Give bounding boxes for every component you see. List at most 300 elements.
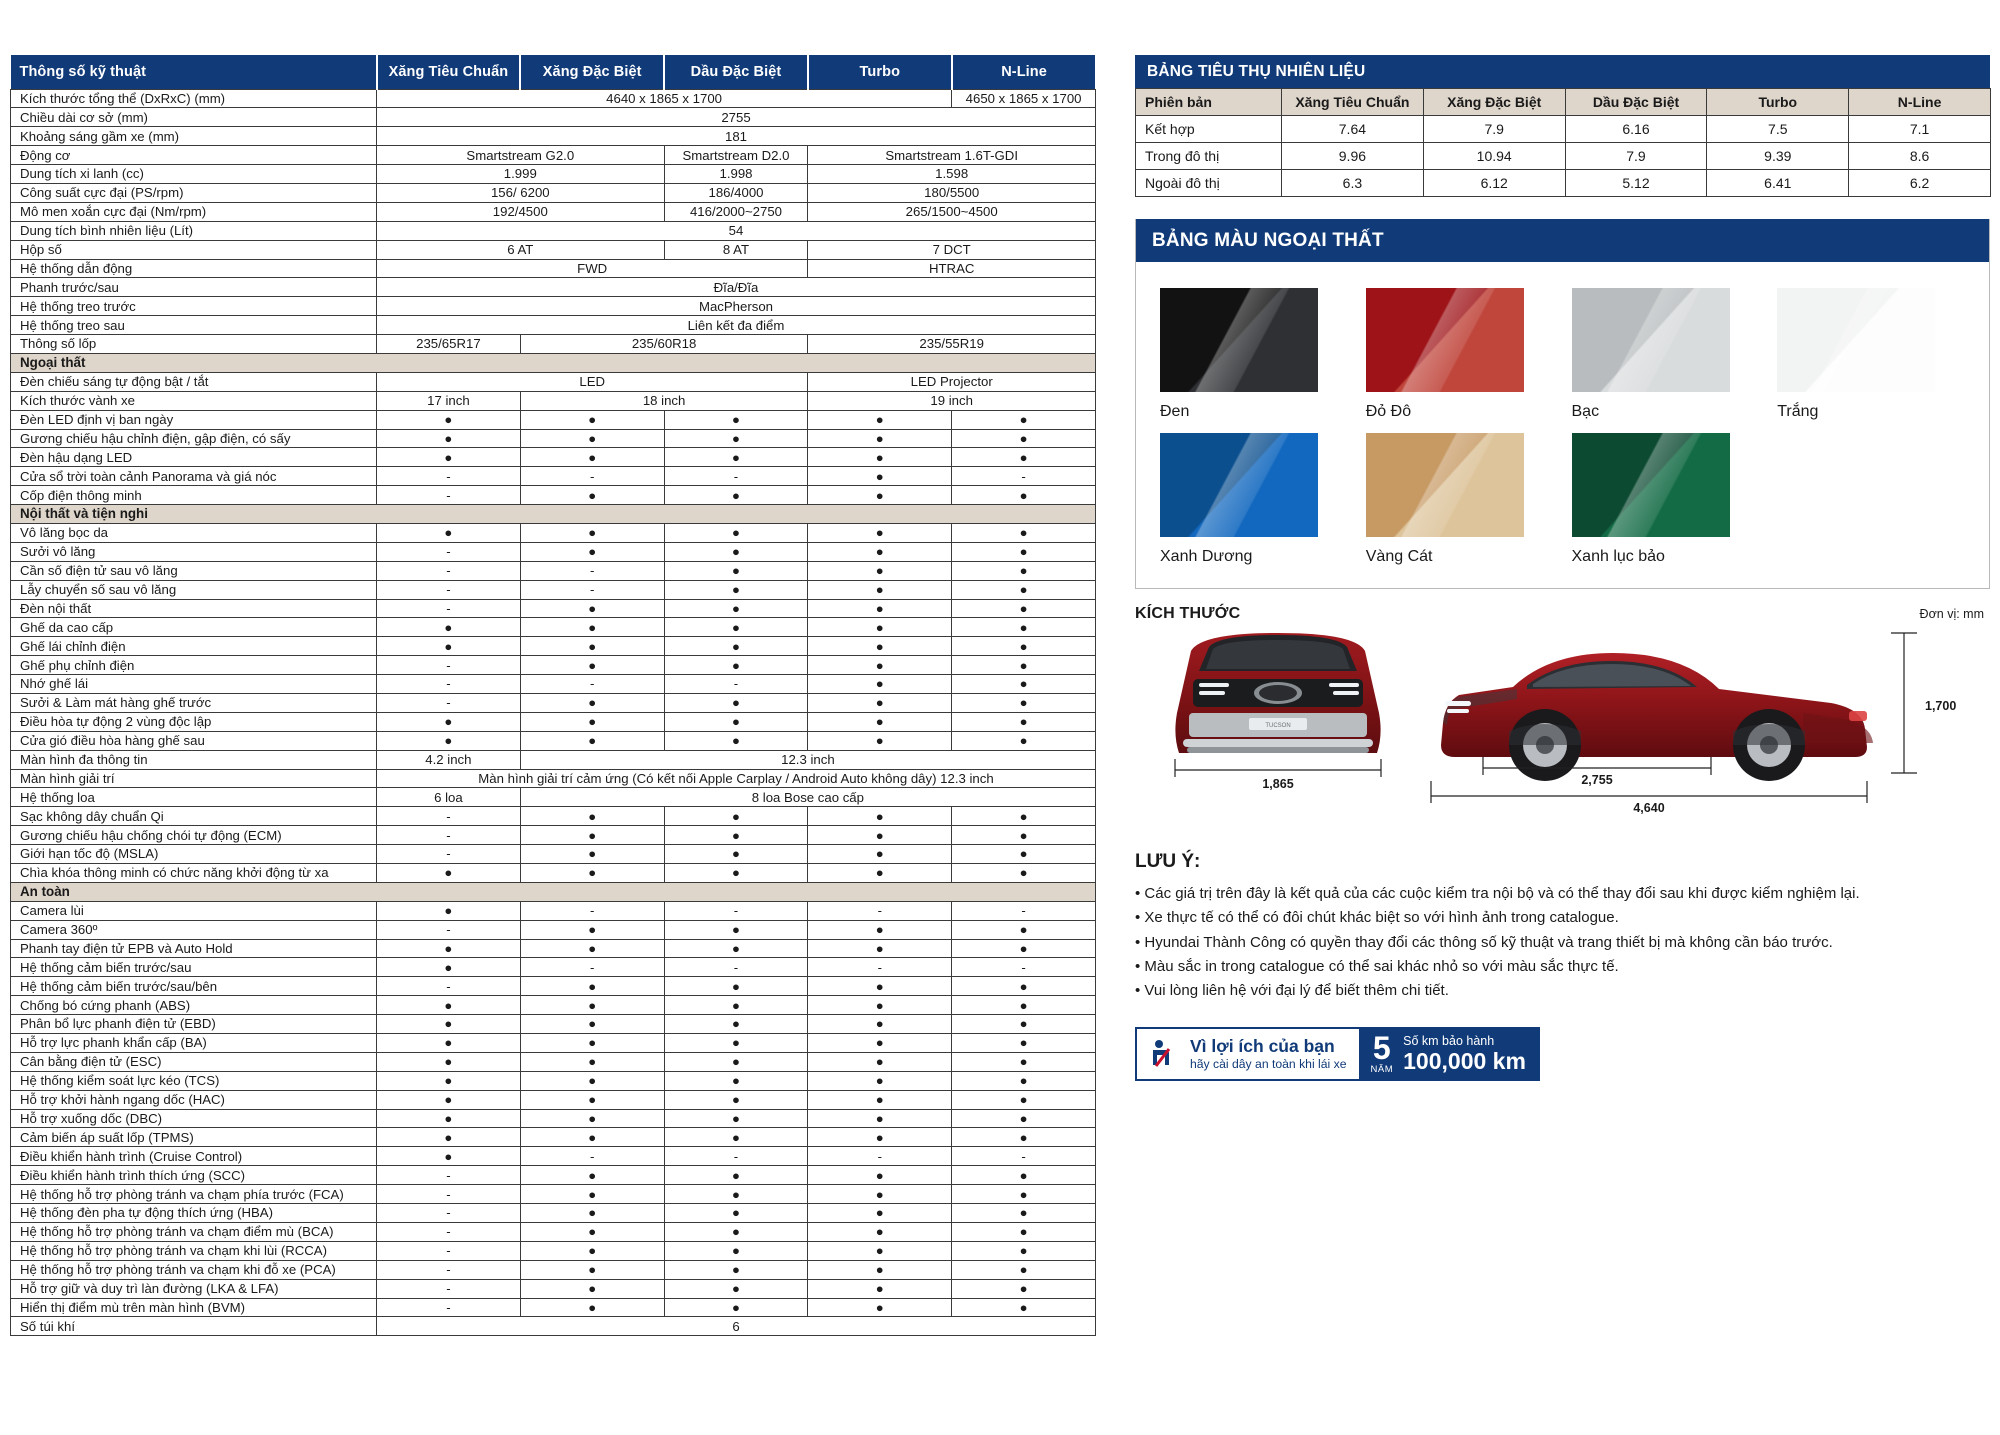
spec-cell: ● — [664, 429, 808, 448]
spec-cell: ● — [664, 599, 808, 618]
spec-row — [11, 278, 1096, 297]
spec-cell: 54 — [377, 221, 1096, 240]
spec-cell: ● — [664, 1298, 808, 1317]
spec-row-label: Cảm biến áp suất lốp (TPMS) — [11, 1128, 377, 1147]
dimension-width-value: 1,865 — [1262, 777, 1294, 791]
color-swatch-label: Đen — [1160, 403, 1190, 420]
spec-cell: ● — [377, 1090, 521, 1109]
spec-row-label: Giới hạn tốc độ (MSLA) — [11, 845, 377, 864]
spec-cell: - — [664, 958, 808, 977]
spec-cell: 235/55R19 — [808, 335, 1096, 354]
spec-row — [11, 901, 1096, 920]
spec-cell: ● — [520, 920, 664, 939]
fuel-row — [1136, 143, 1991, 170]
spec-cell: ● — [952, 1204, 1096, 1223]
spec-cell: ● — [664, 523, 808, 542]
fuel-header-row — [1136, 89, 1991, 116]
spec-cell: - — [377, 1279, 521, 1298]
spec-cell: ● — [520, 1034, 664, 1053]
spec-row-label: Gương chiếu hậu chống chói tự động (ECM) — [11, 826, 377, 845]
spec-row — [11, 183, 1096, 202]
spec-row — [11, 448, 1096, 467]
spec-cell: ● — [520, 1109, 664, 1128]
spec-cell: - — [377, 599, 521, 618]
spec-cell: - — [377, 1204, 521, 1223]
spec-cell: 4650 x 1865 x 1700 — [952, 89, 1096, 108]
color-swatch-cell[interactable] — [1366, 433, 1554, 570]
spec-row-label: Hỗ trợ xuống dốc (DBC) — [11, 1109, 377, 1128]
fuel-header-turbo: Turbo — [1707, 89, 1849, 116]
spec-row — [11, 259, 1096, 278]
fuel-cell: 6.3 — [1282, 170, 1424, 197]
warranty-years-unit: NĂM — [1370, 1063, 1394, 1075]
fuel-cell: 7.9 — [1565, 143, 1707, 170]
color-swatch — [1160, 433, 1318, 537]
fuel-cell: 7.1 — [1849, 116, 1991, 143]
spec-cell: Đĩa/Đĩa — [377, 278, 1096, 297]
spec-cell: 265/1500~4500 — [808, 202, 1096, 221]
spec-cell: - — [520, 467, 664, 486]
spec-row-label: Gương chiếu hậu chỉnh điện, gập điện, có sấy — [11, 429, 377, 448]
spec-cell: ● — [664, 807, 808, 826]
spec-cell: ● — [808, 618, 952, 637]
note-item: • Hyundai Thành Công có quyền thay đổi các thông số kỹ thuật và trang thiết bị mà không cần báo trước. — [1135, 933, 1833, 951]
spec-cell: ● — [952, 486, 1096, 505]
spec-cell: 2755 — [377, 108, 1096, 127]
fuel-cell: 6.2 — [1849, 170, 1991, 197]
spec-cell: - — [377, 1185, 521, 1204]
spec-row-label: Cân bằng điện tử (ESC) — [11, 1052, 377, 1071]
spec-row — [11, 826, 1096, 845]
fuel-row — [1136, 116, 1991, 143]
spec-cell: ● — [377, 731, 521, 750]
spec-cell: ● — [808, 731, 952, 750]
color-swatch-grid — [1136, 262, 1989, 588]
dimension-length-value: 4,640 — [1633, 801, 1665, 815]
spec-row — [11, 1204, 1096, 1223]
spec-cell: ● — [952, 731, 1096, 750]
spec-cell: ● — [377, 864, 521, 883]
spec-row-label: Động cơ — [11, 146, 377, 165]
spec-cell: ● — [808, 448, 952, 467]
spec-cell: ● — [377, 1034, 521, 1053]
spec-row-label: Hệ thống hỗ trợ phòng tránh va chạm phía trước (FCA) — [11, 1185, 377, 1204]
spec-cell: ● — [808, 467, 952, 486]
spec-cell: 6 AT — [377, 240, 665, 259]
spec-cell: ● — [377, 1147, 521, 1166]
spec-cell: ● — [520, 637, 664, 656]
spec-cell: - — [952, 901, 1096, 920]
spec-cell: ● — [520, 599, 664, 618]
spec-row-label: Mô men xoắn cực đại (Nm/rpm) — [11, 202, 377, 221]
spec-cell: - — [520, 901, 664, 920]
spec-cell: 1.598 — [808, 165, 1096, 184]
spec-cell: ● — [520, 1298, 664, 1317]
spec-row-label: Hệ thống cảm biến trước/sau — [11, 958, 377, 977]
exterior-color-panel — [1135, 219, 1990, 589]
spec-cell: LED Projector — [808, 372, 1096, 391]
spec-row — [11, 146, 1096, 165]
spec-row-label: Chiều dài cơ sở (mm) — [11, 108, 377, 127]
spec-cell: ● — [808, 1279, 952, 1298]
spec-cell: ● — [952, 1090, 1096, 1109]
spec-row-label: Hộp số — [11, 240, 377, 259]
spec-header-dau-dac-biet: Dầu Đặc Biệt — [664, 55, 808, 89]
right-column — [1135, 55, 1990, 1081]
specification-table — [10, 55, 1096, 1336]
spec-cell: ● — [520, 864, 664, 883]
spec-cell: ● — [520, 712, 664, 731]
spec-cell: ● — [520, 410, 664, 429]
spec-cell: - — [377, 675, 521, 694]
spec-cell: ● — [952, 807, 1096, 826]
color-swatch-cell[interactable] — [1572, 288, 1760, 425]
spec-cell: Smartstream G2.0 — [377, 146, 665, 165]
spec-cell: ● — [664, 1185, 808, 1204]
note-item: • Vui lòng liên hệ với đại lý để biết thêm chi tiết. — [1135, 982, 1449, 1000]
fuel-header-dau-dac-biet: Dầu Đặc Biệt — [1565, 89, 1707, 116]
spec-row — [11, 712, 1096, 731]
spec-cell: ● — [377, 939, 521, 958]
spec-row-label: Phân bổ lực phanh điện tử (EBD) — [11, 1015, 377, 1034]
height-measure-line — [1887, 627, 1927, 787]
exterior-color-title: BẢNG MÀU NGOẠI THẤT — [1136, 219, 1989, 262]
spec-cell: 8 loa Bose cao cấp — [520, 788, 1095, 807]
warranty-badge — [1361, 1027, 1540, 1080]
spec-cell: ● — [520, 807, 664, 826]
spec-row — [11, 977, 1096, 996]
spec-cell: ● — [952, 939, 1096, 958]
spec-cell: 235/60R18 — [520, 335, 808, 354]
spec-row — [11, 958, 1096, 977]
spec-row-label: Chống bó cứng phanh (ABS) — [11, 996, 377, 1015]
spec-row-label: Màn hình đa thông tin — [11, 750, 377, 769]
spec-cell: ● — [664, 845, 808, 864]
car-front-badge: TUCSON — [1265, 723, 1291, 729]
spec-cell: ● — [664, 712, 808, 731]
spec-cell: ● — [952, 1034, 1096, 1053]
spec-row — [11, 1185, 1096, 1204]
spec-row-label: Ghế lái chỉnh điện — [11, 637, 377, 656]
spec-row-label: Hệ thống cảm biến trước/sau/bên — [11, 977, 377, 996]
spec-cell: - — [952, 958, 1096, 977]
spec-cell: ● — [808, 656, 952, 675]
spec-cell: ● — [808, 599, 952, 618]
spec-row-label: Ghế phụ chỉnh điện — [11, 656, 377, 675]
spec-cell: 4.2 inch — [377, 750, 521, 769]
spec-cell: ● — [952, 864, 1096, 883]
spec-cell: LED — [377, 372, 808, 391]
spec-row-label: Đèn chiếu sáng tự động bật / tắt — [11, 372, 377, 391]
spec-cell: - — [808, 901, 952, 920]
spec-row — [11, 1279, 1096, 1298]
spec-cell: Liên kết đa điểm — [377, 316, 1096, 335]
spec-row-label: Chìa khóa thông minh có chức năng khởi động từ xa — [11, 864, 377, 883]
fuel-cell: 6.16 — [1565, 116, 1707, 143]
spec-cell: ● — [377, 1071, 521, 1090]
spec-cell: ● — [664, 1052, 808, 1071]
spec-row-label: Khoảng sáng gầm xe (mm) — [11, 127, 377, 146]
spec-row — [11, 1015, 1096, 1034]
spec-cell: ● — [952, 542, 1096, 561]
spec-cell: ● — [952, 1222, 1096, 1241]
spec-row-label: Điều hòa tự động 2 vùng độc lập — [11, 712, 377, 731]
spec-cell: - — [377, 845, 521, 864]
spec-row — [11, 807, 1096, 826]
spec-cell: 181 — [377, 127, 1096, 146]
fuel-row-label: Trong đô thị — [1136, 143, 1282, 170]
spec-row-label: Cửa gió điều hòa hàng ghế sau — [11, 731, 377, 750]
spec-cell: - — [377, 1222, 521, 1241]
spec-cell: ● — [808, 712, 952, 731]
spec-cell: ● — [664, 618, 808, 637]
fuel-table-body — [1136, 116, 1991, 197]
spec-cell: - — [952, 1147, 1096, 1166]
spec-row — [11, 523, 1096, 542]
spec-cell: ● — [520, 429, 664, 448]
spec-cell: ● — [808, 694, 952, 713]
spec-cell: - — [520, 561, 664, 580]
spec-cell: ● — [664, 694, 808, 713]
spec-cell: ● — [808, 1109, 952, 1128]
spec-row — [11, 788, 1096, 807]
spec-cell: ● — [520, 826, 664, 845]
spec-cell: - — [808, 1147, 952, 1166]
dimension-wheelbase-value: 2,755 — [1581, 773, 1613, 787]
spec-cell: 180/5500 — [808, 183, 1096, 202]
spec-cell: ● — [808, 1071, 952, 1090]
spec-row-label: Ghế da cao cấp — [11, 618, 377, 637]
spec-cell: ● — [377, 618, 521, 637]
spec-row — [11, 316, 1096, 335]
spec-cell: ● — [377, 901, 521, 920]
spec-cell: ● — [520, 1015, 664, 1034]
spec-row-label: Cốp điện thông minh — [11, 486, 377, 505]
fuel-cell: 7.9 — [1423, 116, 1565, 143]
spec-cell: ● — [377, 448, 521, 467]
spec-cell: ● — [952, 637, 1096, 656]
spec-cell: 17 inch — [377, 391, 521, 410]
spec-row-label: Số túi khí — [11, 1317, 377, 1336]
fuel-cell: 9.96 — [1282, 143, 1424, 170]
spec-row-label: Hệ thống kiểm soát lực kéo (TCS) — [11, 1071, 377, 1090]
spec-cell: ● — [952, 920, 1096, 939]
spec-cell: 6 loa — [377, 788, 521, 807]
spec-cell: 1.999 — [377, 165, 665, 184]
spec-cell: ● — [808, 939, 952, 958]
fuel-consumption-title: BẢNG TIÊU THỤ NHIÊN LIỆU — [1135, 55, 1990, 88]
spec-row — [11, 1298, 1096, 1317]
spec-row — [11, 202, 1096, 221]
spec-header-n-line: N-Line — [952, 55, 1096, 89]
spec-cell: ● — [952, 996, 1096, 1015]
spec-cell: ● — [952, 1071, 1096, 1090]
spec-cell: ● — [520, 977, 664, 996]
spec-row-label: Hỗ trợ khởi hành ngang dốc (HAC) — [11, 1090, 377, 1109]
badges-row — [1135, 1027, 1990, 1080]
spec-cell: ● — [664, 1279, 808, 1298]
spec-cell: ● — [808, 561, 952, 580]
spec-row — [11, 410, 1096, 429]
spec-cell: - — [664, 1147, 808, 1166]
color-swatch — [1160, 288, 1318, 392]
spec-cell: ● — [664, 826, 808, 845]
fuel-consumption-table — [1135, 88, 1991, 197]
spec-cell: ● — [664, 1015, 808, 1034]
spec-row-label: Sưởi & Làm mát hàng ghế trước — [11, 694, 377, 713]
spec-row-label: Thông số lốp — [11, 335, 377, 354]
spec-row-label: Kích thước vành xe — [11, 391, 377, 410]
spec-cell: ● — [808, 807, 952, 826]
spec-section-label: Nội thất và tiện nghi — [11, 505, 1096, 524]
spec-cell: ● — [952, 1279, 1096, 1298]
spec-cell: Màn hình giải trí cảm ứng (Có kết nối Apple Carplay / Android Auto không dây) 12.3 inch — [377, 769, 1096, 788]
spec-cell: ● — [520, 1128, 664, 1147]
spec-cell: ● — [520, 1166, 664, 1185]
spec-row — [11, 1166, 1096, 1185]
spec-cell: ● — [952, 675, 1096, 694]
spec-row-label: Điều khiển hành trình thích ứng (SCC) — [11, 1166, 377, 1185]
spec-cell: ● — [664, 920, 808, 939]
spec-cell: ● — [520, 1204, 664, 1223]
spec-row-label: Camera lùi — [11, 901, 377, 920]
spec-cell: ● — [520, 1185, 664, 1204]
spec-cell: ● — [520, 486, 664, 505]
spec-cell: ● — [520, 694, 664, 713]
spec-row — [11, 845, 1096, 864]
dimensions-unit: Đơn vị: mm — [1919, 607, 1984, 621]
spec-cell: ● — [952, 845, 1096, 864]
spec-section-row — [11, 882, 1096, 901]
spec-cell: ● — [952, 826, 1096, 845]
spec-cell: ● — [520, 1279, 664, 1298]
spec-cell: - — [377, 694, 521, 713]
spec-cell: - — [377, 826, 521, 845]
spec-section-label: An toàn — [11, 882, 1096, 901]
note-item: • Xe thực tế có thể có đôi chút khác biệt so với hình ảnh trong catalogue. — [1135, 909, 1619, 927]
spec-cell: ● — [377, 1015, 521, 1034]
spec-cell: - — [377, 467, 521, 486]
spec-row — [11, 240, 1096, 259]
spec-row — [11, 1071, 1096, 1090]
spec-row-label: Hệ thống treo trước — [11, 297, 377, 316]
spec-cell: ● — [377, 429, 521, 448]
spec-header-turbo: Turbo — [808, 55, 952, 89]
color-swatch-cell[interactable] — [1777, 288, 1965, 425]
spec-cell: HTRAC — [808, 259, 1096, 278]
spec-row — [11, 561, 1096, 580]
spec-cell: ● — [952, 1298, 1096, 1317]
spec-cell: ● — [952, 448, 1096, 467]
spec-cell: ● — [808, 920, 952, 939]
spec-row — [11, 675, 1096, 694]
color-swatch-cell[interactable] — [1160, 288, 1348, 425]
fuel-header-version: Phiên bản — [1136, 89, 1282, 116]
dimensions-title: KÍCH THƯỚC — [1135, 605, 1241, 622]
specification-table-container — [10, 55, 1095, 1336]
spec-cell: ● — [952, 977, 1096, 996]
spec-cell: ● — [952, 1260, 1096, 1279]
spec-cell: MacPherson — [377, 297, 1096, 316]
spec-row — [11, 108, 1096, 127]
spec-cell: 7 DCT — [808, 240, 1096, 259]
spec-cell: ● — [808, 1166, 952, 1185]
spec-row-label: Đèn LED định vị ban ngày — [11, 410, 377, 429]
spec-cell: ● — [952, 1241, 1096, 1260]
spec-cell: ● — [664, 731, 808, 750]
spec-cell: - — [377, 542, 521, 561]
spec-row-label: Phanh tay điện tử EPB và Auto Hold — [11, 939, 377, 958]
spec-cell: - — [377, 807, 521, 826]
spec-row-label: Hệ thống hỗ trợ phòng tránh va chạm điểm mù (BCA) — [11, 1222, 377, 1241]
spec-row-label: Dung tích bình nhiên liệu (Lít) — [11, 221, 377, 240]
spec-cell: ● — [664, 448, 808, 467]
color-swatch-label: Bạc — [1571, 403, 1600, 420]
spec-header-row — [11, 55, 1096, 89]
color-swatch-cell[interactable] — [1160, 433, 1348, 570]
spec-cell: ● — [952, 1109, 1096, 1128]
spec-row-label: Hỗ trợ lực phanh khẩn cấp (BA) — [11, 1034, 377, 1053]
fuel-cell: 7.5 — [1707, 116, 1849, 143]
spec-cell: ● — [520, 1071, 664, 1090]
color-swatch-label: Vàng Cát — [1365, 548, 1433, 565]
spec-cell: ● — [952, 523, 1096, 542]
warranty-years-number: 5 — [1372, 1030, 1391, 1067]
spec-cell: ● — [808, 1298, 952, 1317]
spec-cell: - — [520, 675, 664, 694]
spec-cell: - — [520, 1147, 664, 1166]
spec-row — [11, 1147, 1096, 1166]
spec-cell: ● — [664, 1109, 808, 1128]
fuel-cell: 10.94 — [1423, 143, 1565, 170]
color-swatch-cell[interactable] — [1572, 433, 1760, 570]
spec-cell: ● — [520, 996, 664, 1015]
spec-cell: ● — [808, 1128, 952, 1147]
spec-row — [11, 864, 1096, 883]
spec-cell: ● — [377, 523, 521, 542]
spec-cell: 192/4500 — [377, 202, 665, 221]
spec-row — [11, 297, 1096, 316]
spec-cell: ● — [952, 1185, 1096, 1204]
spec-cell: ● — [377, 1109, 521, 1128]
spec-section-label: Ngoại thất — [11, 353, 1096, 372]
spec-row-label: Cửa sổ trời toàn cảnh Panorama và giá nóc — [11, 467, 377, 486]
spec-row — [11, 694, 1096, 713]
spec-row-label: Điều khiển hành trình (Cruise Control) — [11, 1147, 377, 1166]
spec-header-xang-tieu-chuan: Xăng Tiêu Chuẩn — [377, 55, 521, 89]
spec-cell: 18 inch — [520, 391, 808, 410]
spec-cell: - — [377, 486, 521, 505]
spec-cell: 1.998 — [664, 165, 808, 184]
color-swatch-cell[interactable] — [1366, 288, 1554, 425]
spec-cell: ● — [808, 1204, 952, 1223]
spec-row — [11, 542, 1096, 561]
spec-cell: ● — [377, 996, 521, 1015]
fuel-header-xang-dac-biet: Xăng Đặc Biệt — [1423, 89, 1565, 116]
spec-row-label: Hệ thống đèn pha tự động thích ứng (HBA) — [11, 1204, 377, 1223]
spec-row — [11, 89, 1096, 108]
spec-row — [11, 996, 1096, 1015]
spec-cell: ● — [664, 410, 808, 429]
spec-cell: ● — [520, 618, 664, 637]
spec-cell: - — [377, 920, 521, 939]
spec-cell: ● — [520, 448, 664, 467]
fuel-cell: 5.12 — [1565, 170, 1707, 197]
spec-cell: ● — [664, 1071, 808, 1090]
dimension-height-value: 1,700 — [1925, 699, 1957, 713]
spec-cell: - — [664, 467, 808, 486]
spec-row — [11, 429, 1096, 448]
